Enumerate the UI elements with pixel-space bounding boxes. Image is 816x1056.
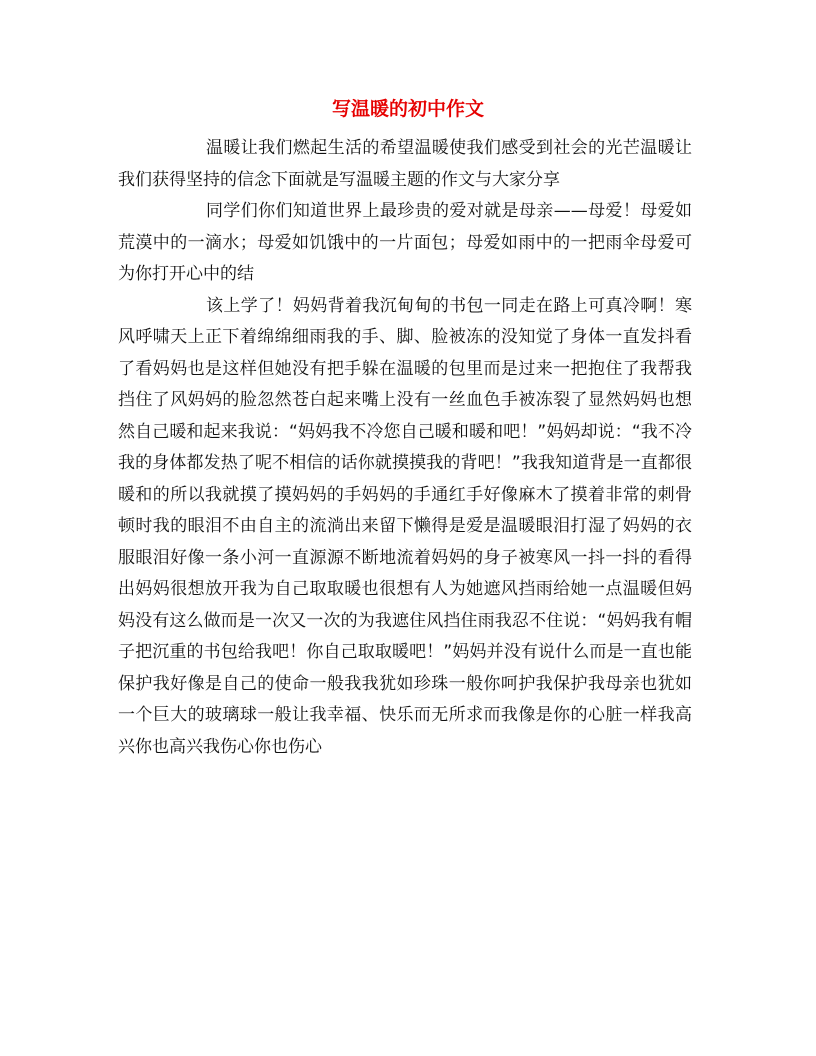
paragraph-mother-love: 同学们你们知道世界上最珍贵的爱对就是母亲——母爱！母爱如荒漠中的一滴水；母爱如饥饿中的一片面包；母爱如雨中的一把雨伞母爱可为你打开心中的结 [118, 201, 692, 284]
document-body [118, 133, 692, 763]
document-title: 写温暖的初中作文 [331, 98, 484, 120]
paragraph-intro: 温暖让我们燃起生活的希望温暖使我们感受到社会的光芒温暖让我们获得坚持的信念下面就是写温暖主题的作文与大家分享 [118, 138, 692, 190]
paragraph-story: 该上学了！妈妈背着我沉甸甸的书包一同走在路上可真冷啊！寒风呼啸天上正下着绵绵细雨我的手、脚、脸被冻的没知觉了身体一直发抖看了看妈妈也是这样但她没有把手躲在温暖的包里而是过来一把抱住了我帮我挡住了风妈妈的脸忽然苍白起来嘴上没有一丝血色手被冻裂了显然妈妈也想然自己暖和起来我说：“妈妈我不冷您自己暖和暖和吧！”妈妈却说：“我不冷我的身体都发热了呢不相信的话你就摸摸我的背吧！”我我知道背是一直都很暖和的所以我就摸了摸妈妈的手妈妈的手通红手好像麻木了摸着非常的刺骨顿时我的眼泪不由自主的流淌出来留下懒得是爱是温暖眼泪打湿了妈妈的衣服眼泪好像一条小河一直源源不断地流着妈妈的身子被寒风一抖一抖的看得出妈妈很想放开我为自己取取暖也很想有人为她遮风挡雨给她一点温暖但妈妈没有这么做而是一次又一次的为我遮住风挡住雨我忍不住说：“妈妈我有帽子把沉重的书包给我吧！你自己取取暖吧！”妈妈并没有说什么而是一直也能保护我好像是自己的使命一般我我犹如珍珠一般你呵护我保护我母亲也犹如一个巨大的玻璃球一般让我幸福、快乐而无所求而我像是你的心脏一样我高兴你也高兴我伤心你也伤心 [118, 295, 692, 757]
